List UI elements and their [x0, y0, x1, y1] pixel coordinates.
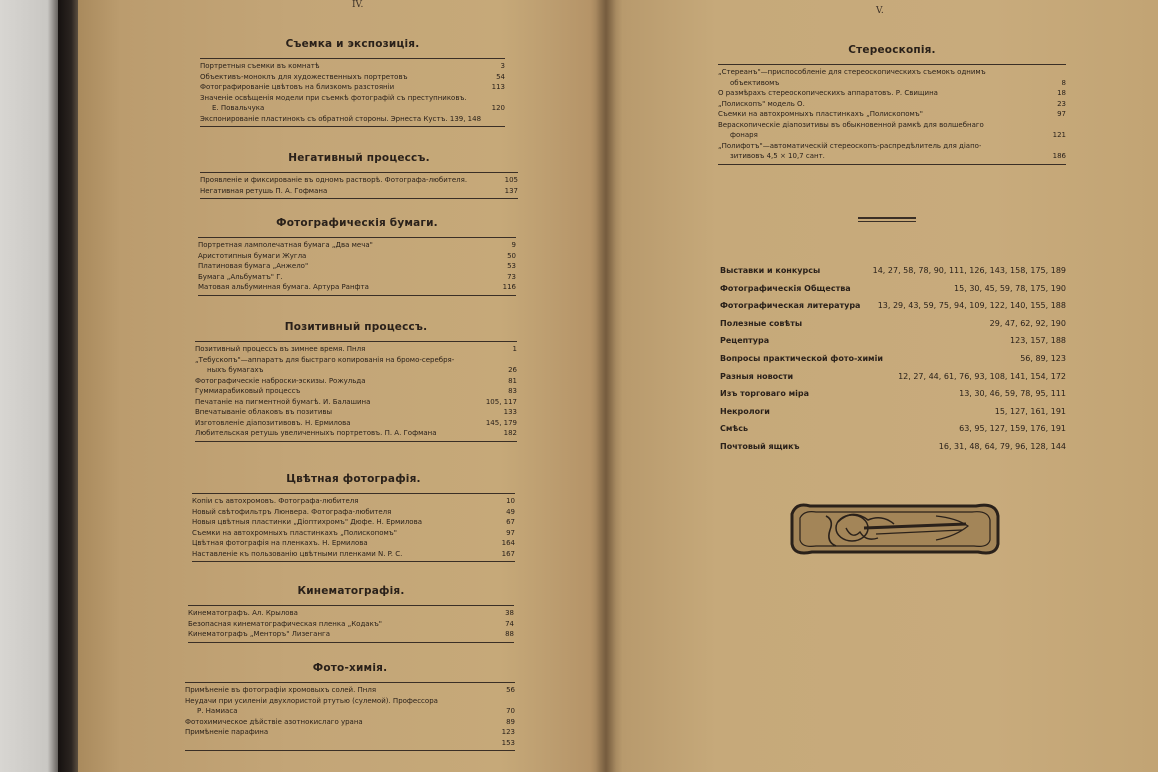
toc-entry: Проявленіе и фиксированіе въ одномъ растворѣ. Фотографа-любителя. 105	[200, 176, 518, 184]
toc-entry: Примѣненіе парафина 123	[185, 728, 515, 736]
index-entry: Рецептура 123, 157, 188	[720, 336, 1066, 346]
toc-entry: Платиновая бумага „Анжело" 53	[198, 262, 516, 270]
toc-list	[192, 493, 515, 562]
toc-entry: объективомъ 8	[730, 78, 1066, 87]
toc-entry: Бумага „Альбуматъ" Г. 73	[198, 272, 516, 281]
book-cover-edge	[58, 0, 80, 772]
section-stereoscopy	[718, 44, 1066, 165]
index-entry: Почтовый ящикъ 16, 31, 48, 64, 79, 96, 128, 144	[720, 441, 1066, 451]
toc-entry: „Тебускопъ"—аппаратъ для быстраго копированія на бромо-серебря-	[195, 355, 455, 364]
toc-entry: „Полископъ" модель О. 23	[718, 99, 1066, 108]
toc-list	[198, 237, 516, 296]
toc-entry: Матовая альбуминная бумага. Артура Ранфта 116	[198, 283, 516, 291]
toc-entry: Фотохимическое дѣйствіе азотнокислаго урана 89	[185, 717, 515, 726]
toc-entry: Гуммиарабиковый процессъ 83	[195, 387, 517, 395]
section-title: Съемка и экспозиція.	[285, 38, 420, 50]
section-cinematography	[188, 585, 514, 643]
book-gutter	[596, 0, 616, 772]
index-entry: Фотографическія Общества 15, 30, 45, 59, 78, 175, 190	[720, 283, 1066, 293]
toc-entry: Объективъ-моноклъ для художественныхъ портретовъ 54	[200, 72, 505, 81]
toc-entry: Экспонированіе пластинокъ съ обратной стороны. Эрнеста Кустъ. 139, 148	[200, 114, 482, 123]
toc-entry: Негативная ретушь П. А. Гофмана 137	[200, 186, 518, 195]
toc-entry: Е. Повальчука 120	[212, 104, 505, 112]
toc-entry: Цвѣтная фотографія на пленкахъ. Н. Ермилова 164	[192, 539, 515, 547]
index-entry: Вопросы практической фото-химіи 56, 89, 123	[720, 353, 1066, 363]
toc-entry: Изготовленіе діапозитивовъ. Н. Ермилова 145, 179	[195, 418, 517, 427]
section-photo-papers	[198, 217, 516, 296]
section-negative-process	[200, 152, 518, 199]
toc-list	[188, 605, 514, 643]
art-nouveau-vignette	[786, 498, 1004, 560]
index-entry: Разныя новости 12, 27, 44, 61, 76, 93, 108, 141, 154, 172	[720, 371, 1066, 381]
index-entry: Смѣсь 63, 95, 127, 159, 176, 191	[720, 424, 1066, 434]
index-entry: Фотографическая литература 13, 29, 43, 59, 75, 94, 109, 122, 140, 155, 188	[720, 301, 1066, 311]
section-title: Кинематографія.	[297, 585, 405, 597]
toc-entry: Съемки на автохромныхъ пластинкахъ „Полископомъ" 97	[192, 528, 515, 537]
toc-entry: фонаря 121	[730, 131, 1066, 139]
toc-entry: Вераскопическіе діапозитивы въ обыкновенной рамкѣ для волшебнаго	[718, 120, 984, 129]
toc-entry: Кинематографъ. Ал. Крылова 38	[188, 609, 514, 617]
toc-entry: Впечатываніе облаковъ въ позитивы 133	[195, 408, 517, 416]
toc-entry: О размѣрахъ стереоскопическихъ аппаратовъ. Р. Свищина 18	[718, 89, 1066, 97]
toc-entry: Кинематографъ „Менторъ" Лизеганга 88	[188, 630, 514, 638]
subject-index	[720, 262, 1066, 456]
toc-entry: Неудачи при усиленіи двухлористой ртутью (сулемой). Профессора	[185, 696, 438, 705]
index-entry: Изъ торговаго міра 13, 30, 46, 59, 78, 95, 111	[720, 389, 1066, 399]
page-number-left: IV.	[352, 0, 364, 10]
toc-entry: Примѣненіе въ фотографіи хромовыхъ солей. Пнля 56	[185, 686, 515, 694]
section-title: Фотографическія бумаги.	[276, 217, 438, 229]
toc-entry: Безопасная кинематографическая пленка „Кодакъ" 74	[188, 619, 514, 628]
toc-entry: Портретныя съемки въ комнатѣ 3	[200, 62, 505, 70]
section-photo-chemistry	[185, 662, 515, 751]
toc-entry: Значеніе освѣщенія модели при съемкѣ фотографій съ преступниковъ.	[200, 93, 467, 102]
section-title: Позитивный процессъ.	[284, 321, 428, 333]
section-title: Стереоскопія.	[848, 44, 936, 56]
toc-entry: Наставленіе къ пользованію цвѣтными пленками N. P. C. 167	[192, 549, 515, 558]
toc-entry: „Полифотъ"—автоматическій стереоскопъ-распредѣлитель для діапо-	[718, 141, 982, 150]
divider-rule	[858, 221, 916, 222]
toc-entry: Новыя цвѣтныя пластинки „Діоптихромъ" Дюфе. Н. Ермилова 67	[192, 518, 515, 526]
section-color-photography	[192, 473, 515, 562]
toc-entry: Съемки на автохромныхъ пластинкахъ „Полископомъ" 97	[718, 110, 1066, 118]
toc-list	[200, 172, 518, 199]
toc-list	[718, 64, 1066, 165]
toc-list	[200, 58, 505, 127]
toc-entry: зитивовъ 4,5 × 10,7 сант. 186	[730, 152, 1066, 160]
toc-entry: Любительская ретушь увеличенныхъ портретовъ. П. А. Гофмана 182	[195, 429, 517, 437]
toc-entry: Фотографированіе цвѣтовъ на близкомъ разстояніи 113	[200, 83, 505, 91]
toc-entry: Позитивный процессъ въ зимнее время. Пнля 1	[195, 345, 517, 353]
toc-entry: „Стереанъ"—приспособленіе для стереоскопическихъ съемокъ однимъ	[718, 68, 986, 76]
toc-list	[195, 341, 517, 442]
page-number-right: V.	[876, 6, 884, 16]
index-entry: Выставки и конкурсы 14, 27, 58, 78, 90, 111, 126, 143, 158, 175, 189	[720, 266, 1066, 275]
index-entry: Некрологи 15, 127, 161, 191	[720, 406, 1066, 416]
index-entry: Полезные совѣты 29, 47, 62, 92, 190	[720, 318, 1066, 328]
toc-entry: Фотографическіе наброски-эскизы. Рожульда 81	[195, 376, 517, 385]
toc-entry: Портретная ламполечатная бумага „Два меча" 9	[198, 241, 516, 249]
toc-entry: Копіи съ автохромовъ. Фотографа-любителя 10	[192, 497, 515, 505]
toc-entry: Р. Намиаса 70	[197, 707, 515, 715]
section-title: Негативный процессъ.	[288, 152, 430, 164]
section-title: Фото-химія.	[312, 662, 388, 674]
toc-entry: Новый свѣтофильтръ Люнвера. Фотографа-любителя 49	[192, 507, 515, 516]
toc-list	[185, 682, 515, 751]
toc-entry: Печатаніе на пигментной бумагѣ. И. Балашина 105, 117	[195, 397, 517, 406]
divider-rule	[858, 217, 916, 219]
toc-entry: ныхъ бумагахъ 26	[207, 366, 517, 374]
toc-entry: Аристотипныя бумаги Жугла 50	[198, 251, 516, 260]
section-shooting-exposure	[200, 38, 505, 127]
toc-entry: 153	[501, 738, 515, 747]
section-title: Цвѣтная фотографія.	[286, 473, 421, 485]
section-positive-process	[195, 321, 517, 442]
